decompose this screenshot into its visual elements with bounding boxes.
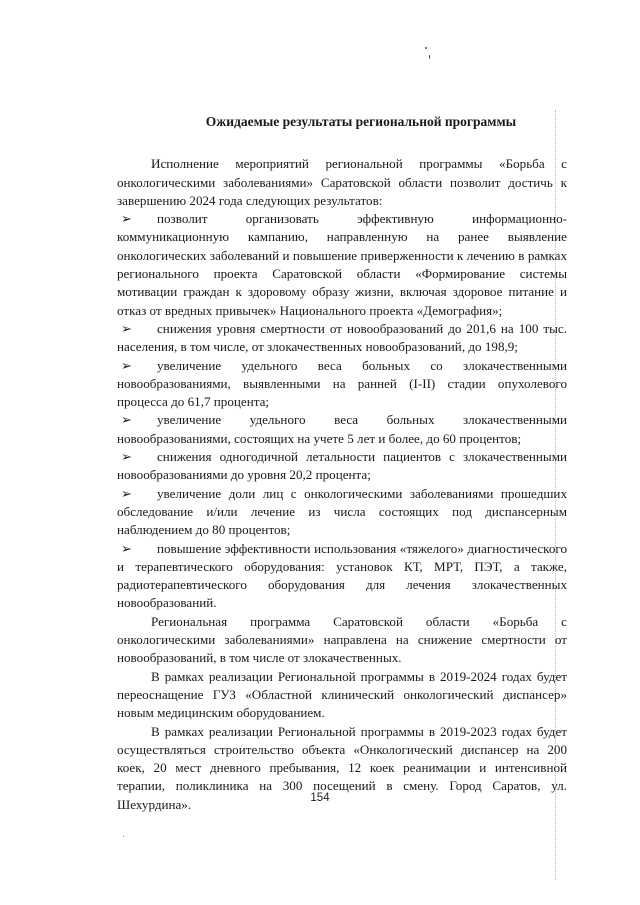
body-paragraph: В рамках реализации Региональной программы в 2019-2023 годах будет осуществляться строительство объекта «Онкологический диспансер на 200 коек, 20 мест дневного пребывания, 12 коек реанимации и интенсивной терапии, поликлиника на 300 посещений в смену. Город Саратов, ул. Шехурдина». [117, 723, 567, 812]
list-item [117, 320, 567, 357]
page-number: 154 [310, 792, 330, 804]
list-item-text: снижения уровня смертности от новообразований до 201,6 на 100 тыс. населения, в том числе, от злокачественных новообразований, до 198,9; [117, 320, 567, 355]
arrowhead-bullet-icon: ➢ [121, 540, 132, 556]
document-body [117, 113, 567, 814]
scan-speck [429, 55, 430, 59]
body-paragraph: Региональная программа Саратовской области «Борьба с онкологическими заболеваниями» направлена на снижение смертности от новообразований, в том числе от злокачественных. [117, 613, 567, 666]
page-title: Ожидаемые результаты региональной программы [205, 114, 517, 129]
list-item-text: снижения одногодичной летальности пациентов с злокачественными новообразованиями до уровня 20,2 процента; [117, 449, 567, 483]
list-item-text: увеличение доли лиц с онкологическими заболеваниями прошедших обследование и/или лечение из числа состоящих под диспансерным наблюдением до 80 процентов; [117, 485, 567, 538]
list-item [117, 485, 567, 540]
list-item [117, 448, 567, 485]
arrowhead-bullet-icon: ➢ [121, 449, 132, 465]
results-list [117, 210, 567, 613]
list-item-text: увеличение удельного веса больных со злокачественными новообразованиями, выявленными на ранней (I-II) стадии опухолевого процесса до 61,7 процента; [117, 357, 567, 410]
list-item [117, 210, 567, 320]
arrowhead-bullet-icon: ➢ [121, 320, 132, 336]
body-paragraph: В рамках реализации Региональной программы в 2019-2024 годах будет переоснащение ГУЗ «Областной клинический онкологический диспансер» новым медицинским оборудованием. [117, 668, 567, 721]
scan-speck [123, 836, 124, 837]
arrowhead-bullet-icon: ➢ [121, 357, 132, 373]
intro-paragraph: Исполнение мероприятий региональной программы «Борьба с онкологическими заболеваниями» Саратовской области позволит достичь к завершению 2024 года следующих результатов: [117, 156, 567, 208]
list-item-text: повышение эффективности использования «тяжелого» диагностического и терапевтического оборудования: установок КТ, МРТ, ПЭТ, а также, радиотерапевтического оборудования для лечения злокачественных новообразований. [117, 540, 567, 611]
list-item [117, 357, 567, 412]
arrowhead-bullet-icon: ➢ [121, 485, 132, 501]
scan-speck [425, 47, 427, 49]
arrowhead-bullet-icon: ➢ [121, 412, 132, 428]
list-item [117, 411, 567, 448]
list-item [117, 540, 567, 613]
list-item-text: увеличение удельного веса больных злокачественными новообразованиями, состоящих на учете 5 лет и более, до 60 процентов; [117, 412, 567, 446]
list-item-text: позволит организовать эффективную информационно-коммуникационную кампанию, направленную на ранее выявление онкологических заболеваний и повышение приверженности к лечению в рамках регионального проекта Саратовской области «Формирование системы мотивации граждан к здоровому образу жизни, включая здоровое питание и отказ от вредных привычек» Национального проекта «Демография»; [117, 211, 567, 318]
arrowhead-bullet-icon: ➢ [121, 211, 132, 227]
